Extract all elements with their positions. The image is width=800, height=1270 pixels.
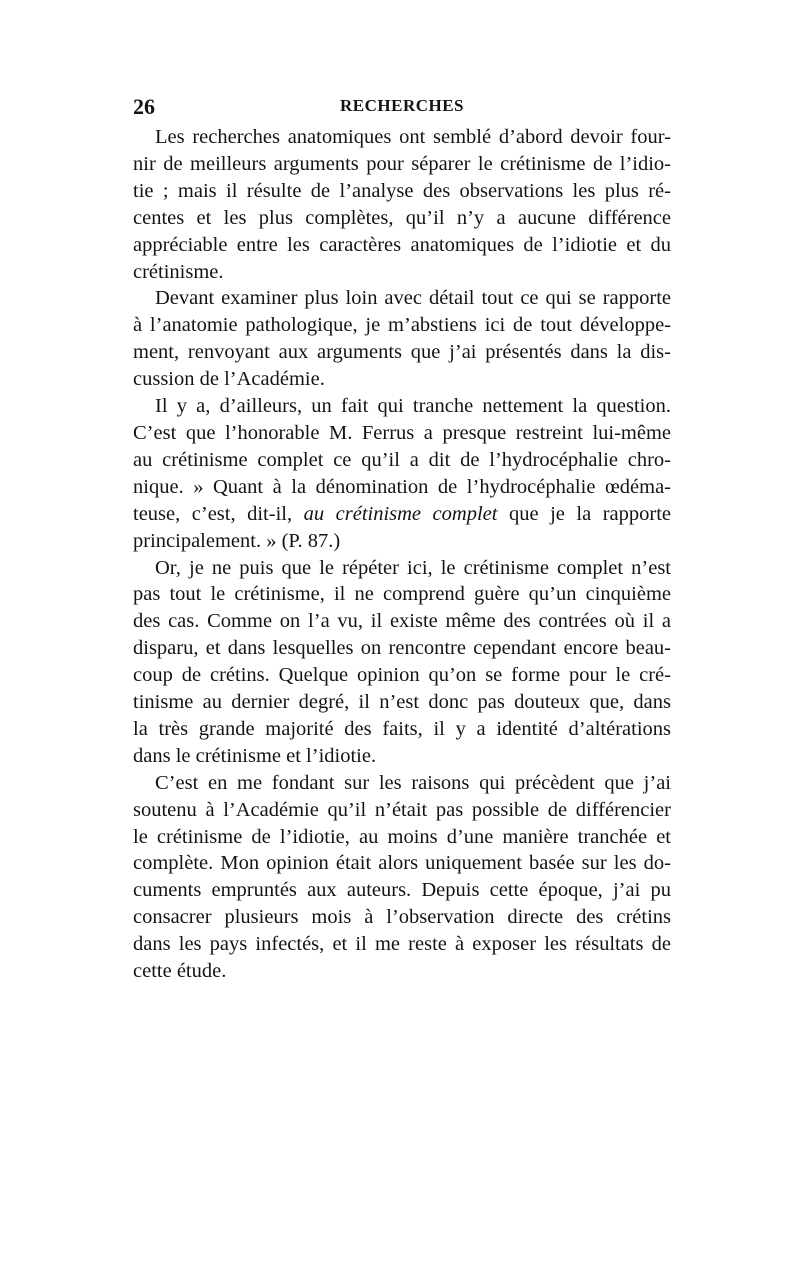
text-line: centes et les plus complètes, qu’il n’y a aucune différence [133,206,671,229]
paragraph [133,124,671,285]
text-line: pas tout le crétinisme, il ne comprend guère qu’un cinquième [133,583,671,606]
text-line: Or, je ne puis que le répéter ici, le crétinisme complet n’est [155,556,671,579]
text-line: complète. Mon opinion était alors uniquement basée sur les do- [133,852,671,875]
page-number: 26 [133,94,155,119]
italic-phrase: au crétinisme complet [303,502,498,525]
text-line: appréciable entre les caractères anatomiques de l’idiotie et du [133,233,671,256]
text-line: cette étude. [133,960,227,983]
page-header [133,94,671,120]
text-line: le crétinisme de l’idiotie, au moins d’une manière tranchée et [133,825,671,848]
text-line: au crétinisme complet ce qu’il a dit de l’hydrocéphalie chro- [133,448,671,471]
text-line: soutenu à l’Académie qu’il n’était pas possible de différencier [133,798,671,821]
text-line: la très grande majorité des faits, il y a identité d’altérations [133,717,671,740]
text-line: C’est en me fondant sur les raisons qui précèdent que j’ai [155,771,671,794]
text-line: tie ; mais il résulte de l’analyse des observations les plus ré- [133,179,671,202]
paragraph [133,393,671,554]
text-line: cuments empruntés aux auteurs. Depuis cette époque, j’ai pu [133,879,671,902]
text-line: C’est que l’honorable M. Ferrus a presque restreint lui-même [133,421,671,444]
text-segment: que je la rapporte [508,502,672,525]
text-line: disparu, et dans lesquelles on rencontre cependant encore beau- [133,637,671,660]
text-line: Les recherches anatomiques ont semblé d’abord devoir four- [155,126,671,148]
paragraph [133,555,671,770]
text-line: nir de meilleurs arguments pour séparer le crétinisme de l’idio- [133,152,671,175]
text-line: cussion de l’Académie. [133,368,325,391]
text-line: des cas. Comme on l’a vu, il existe même des contrées où il a [133,610,671,633]
paragraph [133,285,671,393]
text-line: dans le crétinisme et l’idiotie. [133,744,377,767]
text-line: consacrer plusieurs mois à l’observation directe des crétins [133,906,671,929]
running-title: RECHERCHES [339,96,465,115]
text-line: ment, renvoyant aux arguments que j’ai présentés dans la dis- [133,341,671,364]
text-line: principalement. » (P. 87.) [133,529,341,552]
text-line: coup de crétins. Quelque opinion qu’on se forme pour le cré- [133,664,671,687]
text-segment: teuse, c’est, dit-il, [133,502,293,525]
body-text [133,124,671,985]
text-line-with-italic [133,501,671,528]
text-line: crétinisme. [133,260,224,283]
text-line: tinisme au dernier degré, il n’est donc pas douteux que, dans [133,691,671,714]
text-line: dans les pays infectés, et il me reste à exposer les résultats de [133,933,671,956]
paragraph [133,770,671,985]
text-line: à l’anatomie pathologique, je m’abstiens ici de tout développe- [133,314,671,337]
text-line: nique. » Quant à la dénomination de l’hydrocéphalie œdéma- [133,475,671,498]
text-line: Devant examiner plus loin avec détail tout ce qui se rapporte [155,287,671,310]
text-line: Il y a, d’ailleurs, un fait qui tranche nettement la question. [155,395,671,418]
